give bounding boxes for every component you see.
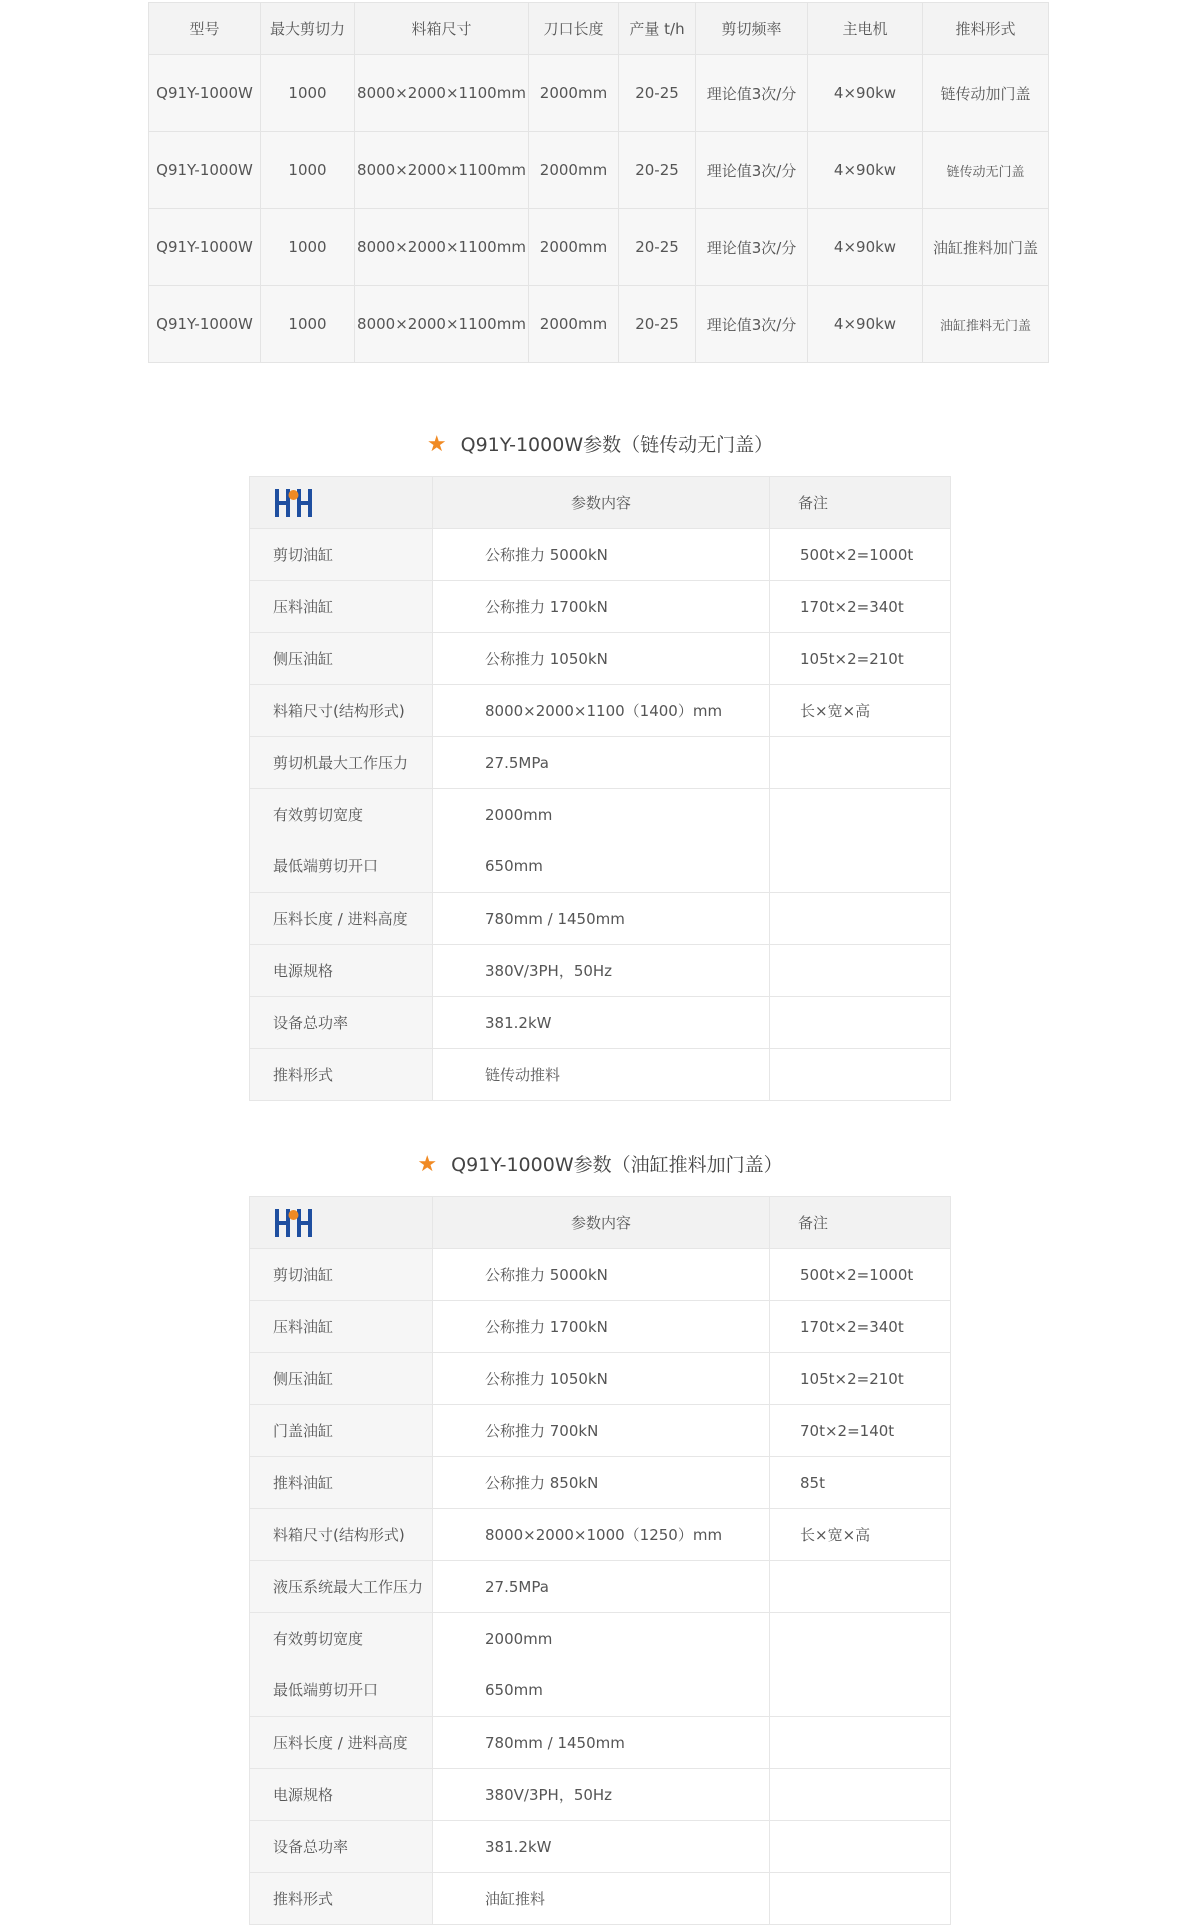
- cell-push-type: 链传动加门盖: [923, 55, 1049, 132]
- param-name: 料箱尺寸(结构形式): [250, 685, 433, 737]
- logo-cell: [250, 477, 433, 529]
- param-note: 170t×2=340t: [770, 581, 951, 633]
- header-params: 参数内容: [433, 477, 770, 529]
- param-table-cylinder-with-cover: [249, 1196, 951, 1925]
- table-row: [149, 209, 1049, 286]
- param-name: 侧压油缸: [250, 1353, 433, 1405]
- param-note: [770, 1717, 951, 1769]
- table-row: [149, 55, 1049, 132]
- section2-title: Q91Y-1000W参数（油缸推料加门盖）: [451, 1154, 783, 1176]
- param-note: [770, 945, 951, 997]
- param-name: 压料长度 / 进料高度: [250, 893, 433, 945]
- param-note: 500t×2=1000t: [770, 529, 951, 581]
- table-row: [250, 1457, 951, 1509]
- param-name: 压料油缸: [250, 581, 433, 633]
- cell-max-shear: 1000: [261, 286, 355, 363]
- param-note: 长×宽×高: [770, 685, 951, 737]
- cell-frequency: 理论值3次/分: [696, 132, 808, 209]
- cell-model: Q91Y-1000W: [149, 55, 261, 132]
- param-value: 780mm / 1450mm: [433, 893, 770, 945]
- cell-output: 20-25: [619, 209, 696, 286]
- table-row: [250, 789, 951, 893]
- param-name-group: [250, 1613, 433, 1717]
- param-name: 电源规格: [250, 945, 433, 997]
- header-blade-length: 刀口长度: [529, 3, 619, 55]
- param-name: 门盖油缸: [250, 1405, 433, 1457]
- header-push-type: 推料形式: [923, 3, 1049, 55]
- param-note: 105t×2=210t: [770, 633, 951, 685]
- table-row: [149, 286, 1049, 363]
- param-note: 170t×2=340t: [770, 1301, 951, 1353]
- param-name: 压料长度 / 进料高度: [250, 1717, 433, 1769]
- param-name: 有效剪切宽度: [273, 805, 364, 824]
- param-value-group: [433, 789, 770, 893]
- param-value: 27.5MPa: [433, 1561, 770, 1613]
- param-header-row: [250, 477, 951, 529]
- star-icon: ★: [417, 1152, 438, 1177]
- param-value: 公称推力 1050kN: [433, 633, 770, 685]
- cell-frequency: 理论值3次/分: [696, 55, 808, 132]
- param-value: 公称推力 5000kN: [433, 1249, 770, 1301]
- cell-push-type: 链传动无门盖: [923, 132, 1049, 209]
- cell-motor: 4×90kw: [808, 55, 923, 132]
- param-value: 公称推力 1050kN: [433, 1353, 770, 1405]
- param-note: [770, 737, 951, 789]
- table-row: [250, 1353, 951, 1405]
- param-note: 长×宽×高: [770, 1509, 951, 1561]
- cell-max-shear: 1000: [261, 55, 355, 132]
- param-name: 液压系统最大工作压力: [250, 1561, 433, 1613]
- table-row: [250, 1405, 951, 1457]
- table-row: [250, 1561, 951, 1613]
- cell-output: 20-25: [619, 55, 696, 132]
- table-row: [250, 529, 951, 581]
- header-max-shear: 最大剪切力: [261, 3, 355, 55]
- table-row: [250, 1049, 951, 1101]
- cell-output: 20-25: [619, 286, 696, 363]
- cell-box-size: 8000×2000×1100mm: [355, 209, 529, 286]
- cell-frequency: 理论值3次/分: [696, 286, 808, 363]
- cell-push-type: 油缸推料加门盖: [923, 209, 1049, 286]
- cell-motor: 4×90kw: [808, 132, 923, 209]
- table-row: [250, 893, 951, 945]
- cell-max-shear: 1000: [261, 132, 355, 209]
- star-icon: ★: [426, 432, 447, 457]
- param-table-chain-no-cover: [249, 476, 951, 1101]
- param-value: 650mm: [485, 856, 543, 875]
- param-name: 最低端剪切开口: [273, 856, 379, 875]
- param-value: 380V/3PH，50Hz: [433, 945, 770, 997]
- param-name: 剪切油缸: [250, 1249, 433, 1301]
- cell-blade-length: 2000mm: [529, 132, 619, 209]
- param-value: 2000mm: [485, 1629, 553, 1648]
- param-note: 105t×2=210t: [770, 1353, 951, 1405]
- header-box-size: 料箱尺寸: [355, 3, 529, 55]
- param-name: 推料油缸: [250, 1457, 433, 1509]
- param-note: 500t×2=1000t: [770, 1249, 951, 1301]
- cell-blade-length: 2000mm: [529, 209, 619, 286]
- param-value: 2000mm: [485, 805, 553, 824]
- table-row: [149, 132, 1049, 209]
- cell-output: 20-25: [619, 132, 696, 209]
- param-value: 公称推力 5000kN: [433, 529, 770, 581]
- cell-box-size: 8000×2000×1100mm: [355, 55, 529, 132]
- param-value: 8000×2000×1100（1400）mm: [433, 685, 770, 737]
- param-note: [770, 1561, 951, 1613]
- param-name: 设备总功率: [250, 1821, 433, 1873]
- param-value: 381.2kW: [433, 1821, 770, 1873]
- table-row: [250, 633, 951, 685]
- table-row: [250, 1717, 951, 1769]
- table-row: [250, 945, 951, 997]
- param-note: 85t: [770, 1457, 951, 1509]
- summary-header-row: [149, 3, 1049, 55]
- param-note: [770, 997, 951, 1049]
- cell-blade-length: 2000mm: [529, 55, 619, 132]
- param-value: 780mm / 1450mm: [433, 1717, 770, 1769]
- logo-cell: [250, 1197, 433, 1249]
- section2-heading: [0, 1150, 1200, 1180]
- table-row: [250, 581, 951, 633]
- param-note: [770, 1873, 951, 1925]
- cell-motor: 4×90kw: [808, 209, 923, 286]
- cell-box-size: 8000×2000×1100mm: [355, 286, 529, 363]
- param-name: 电源规格: [250, 1769, 433, 1821]
- section1-title: Q91Y-1000W参数（链传动无门盖）: [460, 434, 774, 456]
- table-row: [250, 1613, 951, 1717]
- header-output: 产量 t/h: [619, 3, 696, 55]
- cell-model: Q91Y-1000W: [149, 132, 261, 209]
- table-row: [250, 1509, 951, 1561]
- param-value: 链传动推料: [433, 1049, 770, 1101]
- table-row: [250, 997, 951, 1049]
- table-row: [250, 1769, 951, 1821]
- param-value: 公称推力 1700kN: [433, 581, 770, 633]
- cell-push-type: 油缸推料无门盖: [923, 286, 1049, 363]
- param-name: 有效剪切宽度: [273, 1629, 364, 1648]
- cell-frequency: 理论值3次/分: [696, 209, 808, 286]
- header-note: 备注: [770, 1197, 951, 1249]
- company-logo: [273, 485, 317, 521]
- param-header-row: [250, 1197, 951, 1249]
- param-name-group: [250, 789, 433, 893]
- param-note: 70t×2=140t: [770, 1405, 951, 1457]
- param-value: 650mm: [485, 1680, 543, 1699]
- param-note: [770, 1769, 951, 1821]
- param-note: [770, 1049, 951, 1101]
- header-note: 备注: [770, 477, 951, 529]
- section1-heading: [0, 430, 1200, 460]
- cell-max-shear: 1000: [261, 209, 355, 286]
- param-value: 27.5MPa: [433, 737, 770, 789]
- param-name: 剪切油缸: [250, 529, 433, 581]
- param-name: 设备总功率: [250, 997, 433, 1049]
- table-row: [250, 685, 951, 737]
- company-logo: [273, 1205, 317, 1241]
- param-value: 公称推力 700kN: [433, 1405, 770, 1457]
- table-row: [250, 1873, 951, 1925]
- param-note: [770, 1821, 951, 1873]
- header-motor: 主电机: [808, 3, 923, 55]
- param-name: 压料油缸: [250, 1301, 433, 1353]
- table-row: [250, 737, 951, 789]
- param-note: [770, 789, 951, 893]
- cell-blade-length: 2000mm: [529, 286, 619, 363]
- param-value: 油缸推料: [433, 1873, 770, 1925]
- table-row: [250, 1249, 951, 1301]
- param-value: 381.2kW: [433, 997, 770, 1049]
- cell-box-size: 8000×2000×1100mm: [355, 132, 529, 209]
- param-note: [770, 1613, 951, 1717]
- table-row: [250, 1301, 951, 1353]
- cell-model: Q91Y-1000W: [149, 286, 261, 363]
- param-value-group: [433, 1613, 770, 1717]
- header-params: 参数内容: [433, 1197, 770, 1249]
- param-value: 8000×2000×1000（1250）mm: [433, 1509, 770, 1561]
- param-name: 最低端剪切开口: [273, 1680, 379, 1699]
- model-summary-table: [148, 2, 1049, 363]
- param-note: [770, 893, 951, 945]
- param-name: 剪切机最大工作压力: [250, 737, 433, 789]
- param-name: 侧压油缸: [250, 633, 433, 685]
- param-name: 料箱尺寸(结构形式): [250, 1509, 433, 1561]
- param-value: 公称推力 1700kN: [433, 1301, 770, 1353]
- table-row: [250, 1821, 951, 1873]
- cell-motor: 4×90kw: [808, 286, 923, 363]
- param-value: 380V/3PH，50Hz: [433, 1769, 770, 1821]
- header-model: 型号: [149, 3, 261, 55]
- param-value: 公称推力 850kN: [433, 1457, 770, 1509]
- param-name: 推料形式: [250, 1873, 433, 1925]
- header-frequency: 剪切频率: [696, 3, 808, 55]
- param-name: 推料形式: [250, 1049, 433, 1101]
- cell-model: Q91Y-1000W: [149, 209, 261, 286]
